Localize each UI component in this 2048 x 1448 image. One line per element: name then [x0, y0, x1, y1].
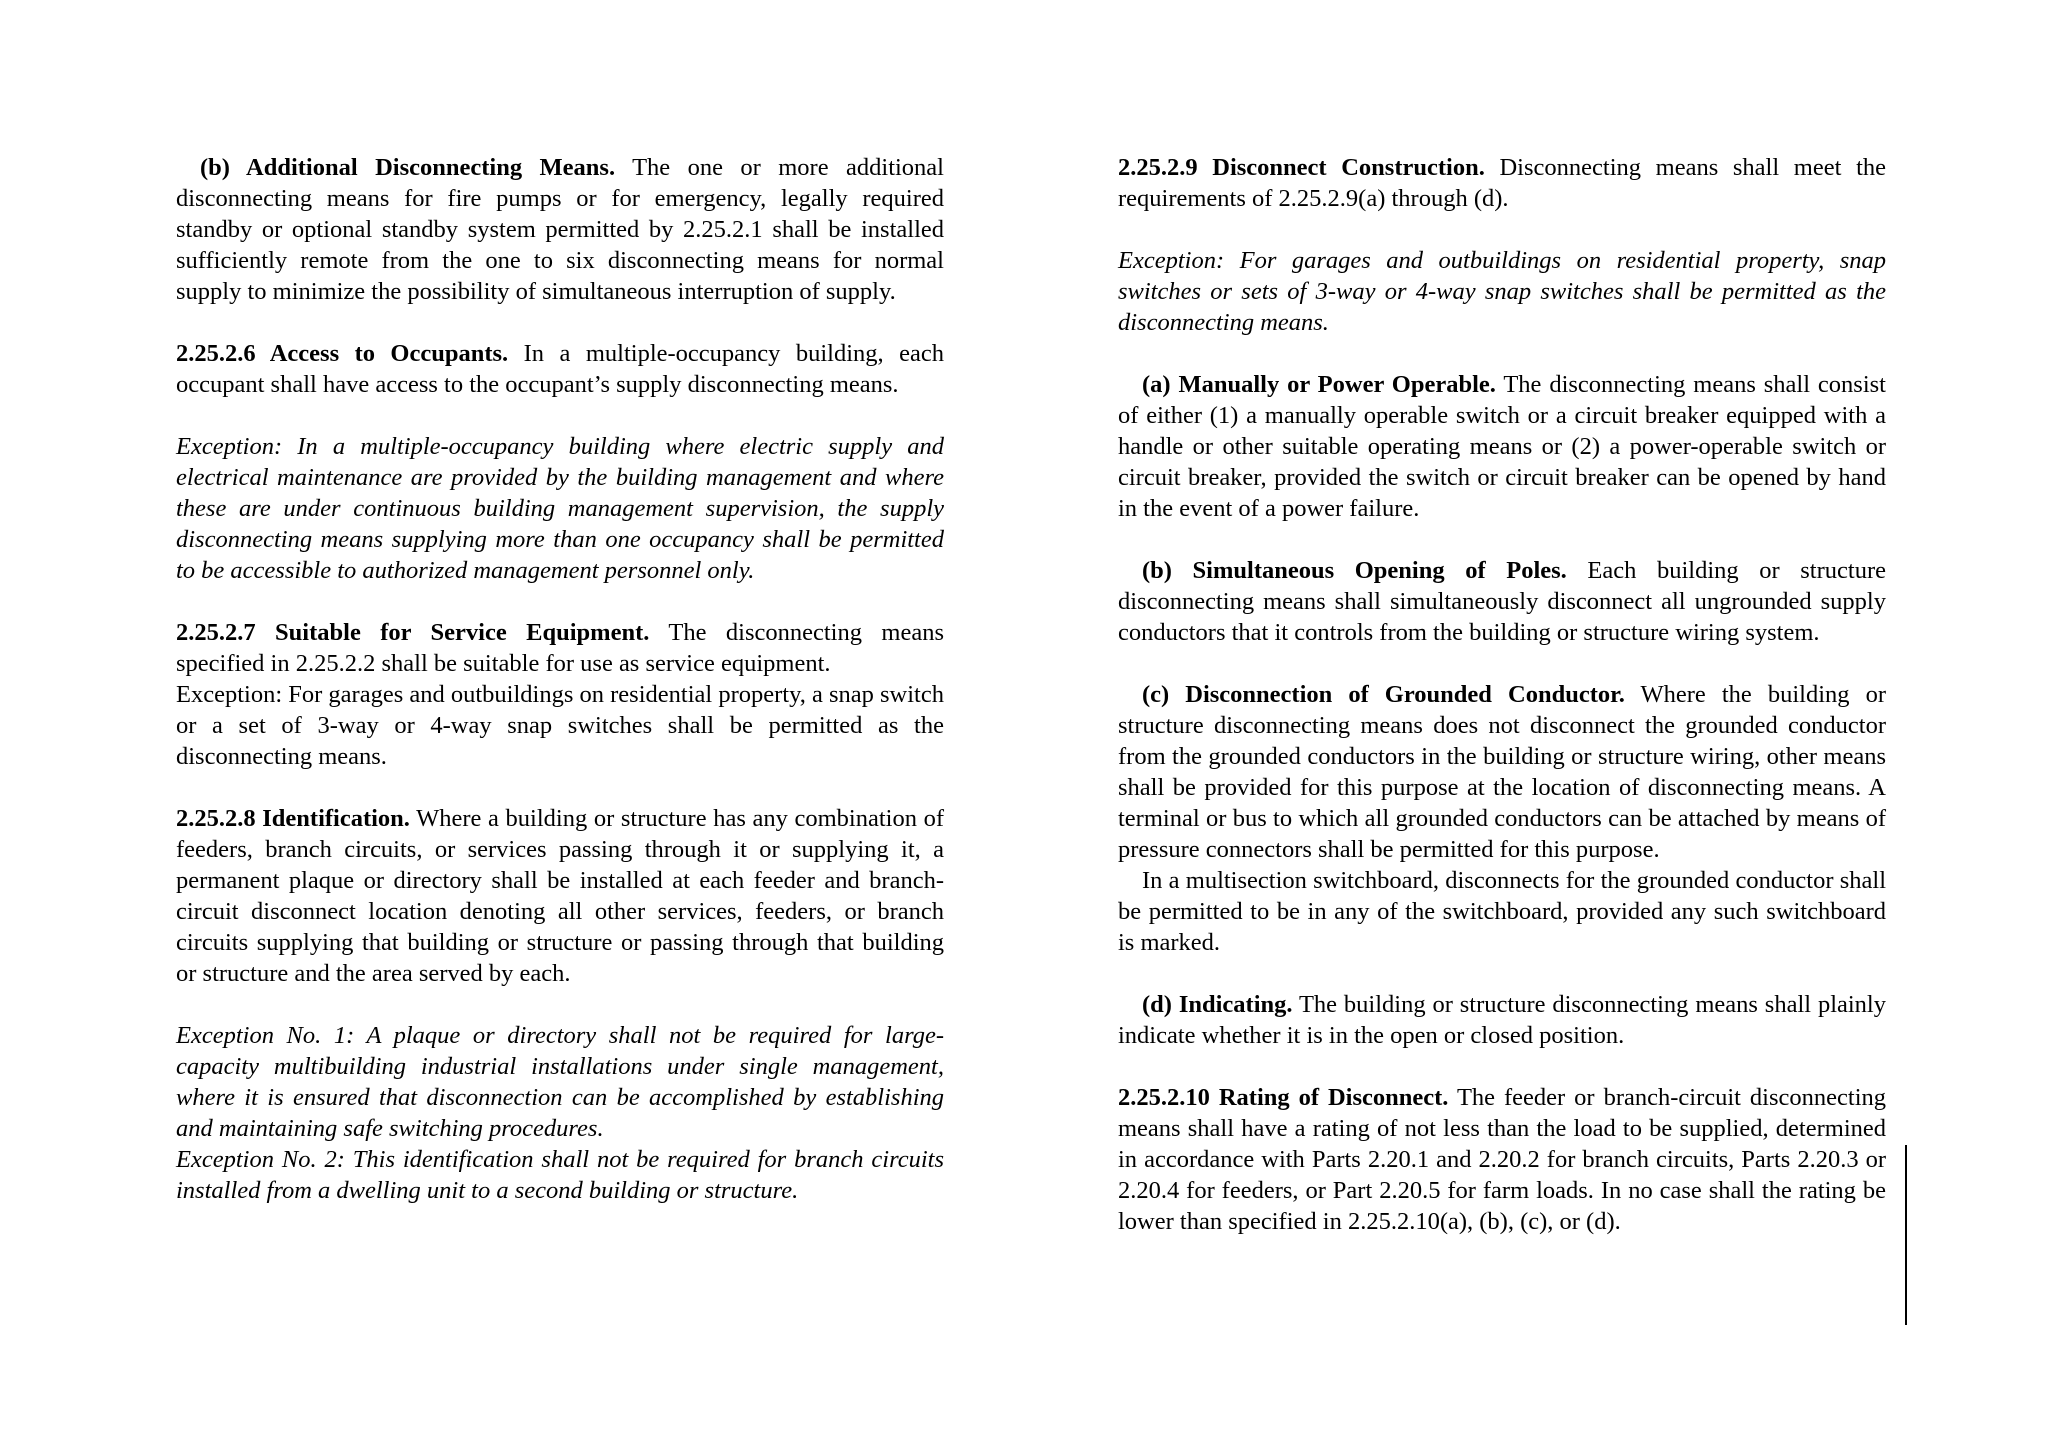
para-manually-or-power-operable [1118, 369, 1886, 524]
body-2-25-2-6: In a multiple-occupancy building, each occupant shall have access to the occupant’s supply disconnecting means. [176, 340, 944, 398]
heading-manually-or-power-operable: (a) Manually or Power Operable. [1142, 371, 1496, 398]
body-2-25-2-7: The disconnecting means specified in 2.25.2.2 shall be suitable for use as service equipment. [176, 619, 944, 677]
exception-1-2-25-2-8: Exception No. 1: A plaque or directory shall not be required for large-capacity multibuilding industrial installations under single management, where it is ensured that disconnection can be accomplished by establishing and maintaining safe switching procedures. [176, 1022, 944, 1142]
para-2-25-2-6 [176, 338, 944, 400]
heading-indicating: (d) Indicating. [1142, 991, 1293, 1018]
body-2-25-2-9: Disconnecting means shall meet the requirements of 2.25.2.9(a) through (d). [1118, 154, 1886, 212]
body-simultaneous-opening: Each building or structure disconnecting means shall simultaneously disconnect all ungrounded supply conductors that it controls from the building or structure wiring system. [1118, 557, 1886, 646]
heading-2-25-2-10: 2.25.2.10 Rating of Disconnect. [1118, 1084, 1449, 1111]
heading-2-25-2-6: 2.25.2.6 Access to Occupants. [176, 340, 509, 367]
left-column [176, 152, 944, 1206]
heading-2-25-2-8: 2.25.2.8 Identification. [176, 805, 410, 832]
para-2-25-2-10 [1118, 1082, 1886, 1237]
heading-additional-disconnecting-means: (b) Additional Disconnecting Means. [200, 154, 616, 181]
body-manually-or-power-operable: The disconnecting means shall consist of either (1) a manually operable switch or a circuit breaker equipped with a handle or other suitable operating means or (2) a power-operable switch or circuit breaker, provided the switch or circuit breaker can be opened by hand in the event of a power failure. [1118, 371, 1886, 522]
para-additional-disconnecting-means [176, 152, 944, 307]
heading-2-25-2-9: 2.25.2.9 Disconnect Construction. [1118, 154, 1485, 181]
revision-change-bar [1905, 1145, 1907, 1325]
heading-2-25-2-7: 2.25.2.7 Suitable for Service Equipment. [176, 619, 650, 646]
para-multisection-switchboard: In a multisection switchboard, disconnects for the grounded conductor shall be permitted to be in any of the switchboard, provided any such switchboard is marked. [1118, 867, 1886, 956]
para-disconnection-grounded-conductor [1118, 679, 1886, 865]
heading-simultaneous-opening: (b) Simultaneous Opening of Poles. [1142, 557, 1567, 584]
body-disconnection-grounded-conductor: Where the building or structure disconnecting means does not disconnect the grounded conductor from the grounded conductors in the building or structure wiring, other means shall be provided for this purpose at the location of disconnecting means. A terminal or bus to which all grounded conductors can be attached by means of pressure connectors shall be permitted for this purpose. [1118, 681, 1886, 863]
body-2-25-2-10: The feeder or branch-circuit disconnecting means shall have a rating of not less than the load to be supplied, determined in accordance with Parts 2.20.1 and 2.20.2 for branch circuits, Parts 2.20.3 or 2.20.4 for feeders, or Part 2.20.5 for farm loads. In no case shall the rating be lower than specified in 2.25.2.10(a), (b), (c), or (d). [1118, 1084, 1887, 1235]
para-indicating [1118, 989, 1886, 1051]
body-additional-disconnecting-means: The one or more additional disconnecting means for fire pumps or for emergency, legally required standby or optional standby system permitted by 2.25.2.1 shall be installed sufficiently remote from the one to six disconnecting means for normal supply to minimize the possibility of simultaneous interruption of supply. [176, 154, 944, 305]
exception-2-25-2-6: Exception: In a multiple-occupancy building where electric supply and electrical maintenance are provided by the building management and where these are under continuous building management supervision, the supply disconnecting means supplying more than one occupancy shall be permitted to be accessible to authorized management personnel only. [176, 433, 944, 584]
body-2-25-2-8: Where a building or structure has any combination of feeders, branch circuits, or services passing through it or supplying it, a permanent plaque or directory shall be installed at each feeder and branch-circuit disconnect location denoting all other services, feeders, or branch circuits supplying that building or structure or passing through that building or structure and the area served by each. [176, 805, 944, 987]
exception-2-25-2-7: Exception: For garages and outbuildings on residential property, a snap switch or a set of 3-way or 4-way snap switches shall be permitted as the disconnecting means. [176, 681, 944, 770]
body-indicating: The building or structure disconnecting means shall plainly indicate whether it is in the open or closed position. [1118, 991, 1886, 1049]
right-column [1118, 152, 1886, 1237]
exception-2-25-2-9: Exception: For garages and outbuildings on residential property, snap switches or sets of 3-way or 4-way snap switches shall be permitted as the disconnecting means. [1118, 247, 1886, 336]
para-2-25-2-8 [176, 803, 944, 989]
para-simultaneous-opening [1118, 555, 1886, 648]
para-2-25-2-9 [1118, 152, 1886, 214]
heading-disconnection-grounded-conductor: (c) Disconnection of Grounded Conductor. [1142, 681, 1625, 708]
para-2-25-2-7 [176, 617, 944, 679]
exception-2-2-25-2-8: Exception No. 2: This identification shall not be required for branch circuits installed from a dwelling unit to a second building or structure. [176, 1146, 944, 1204]
